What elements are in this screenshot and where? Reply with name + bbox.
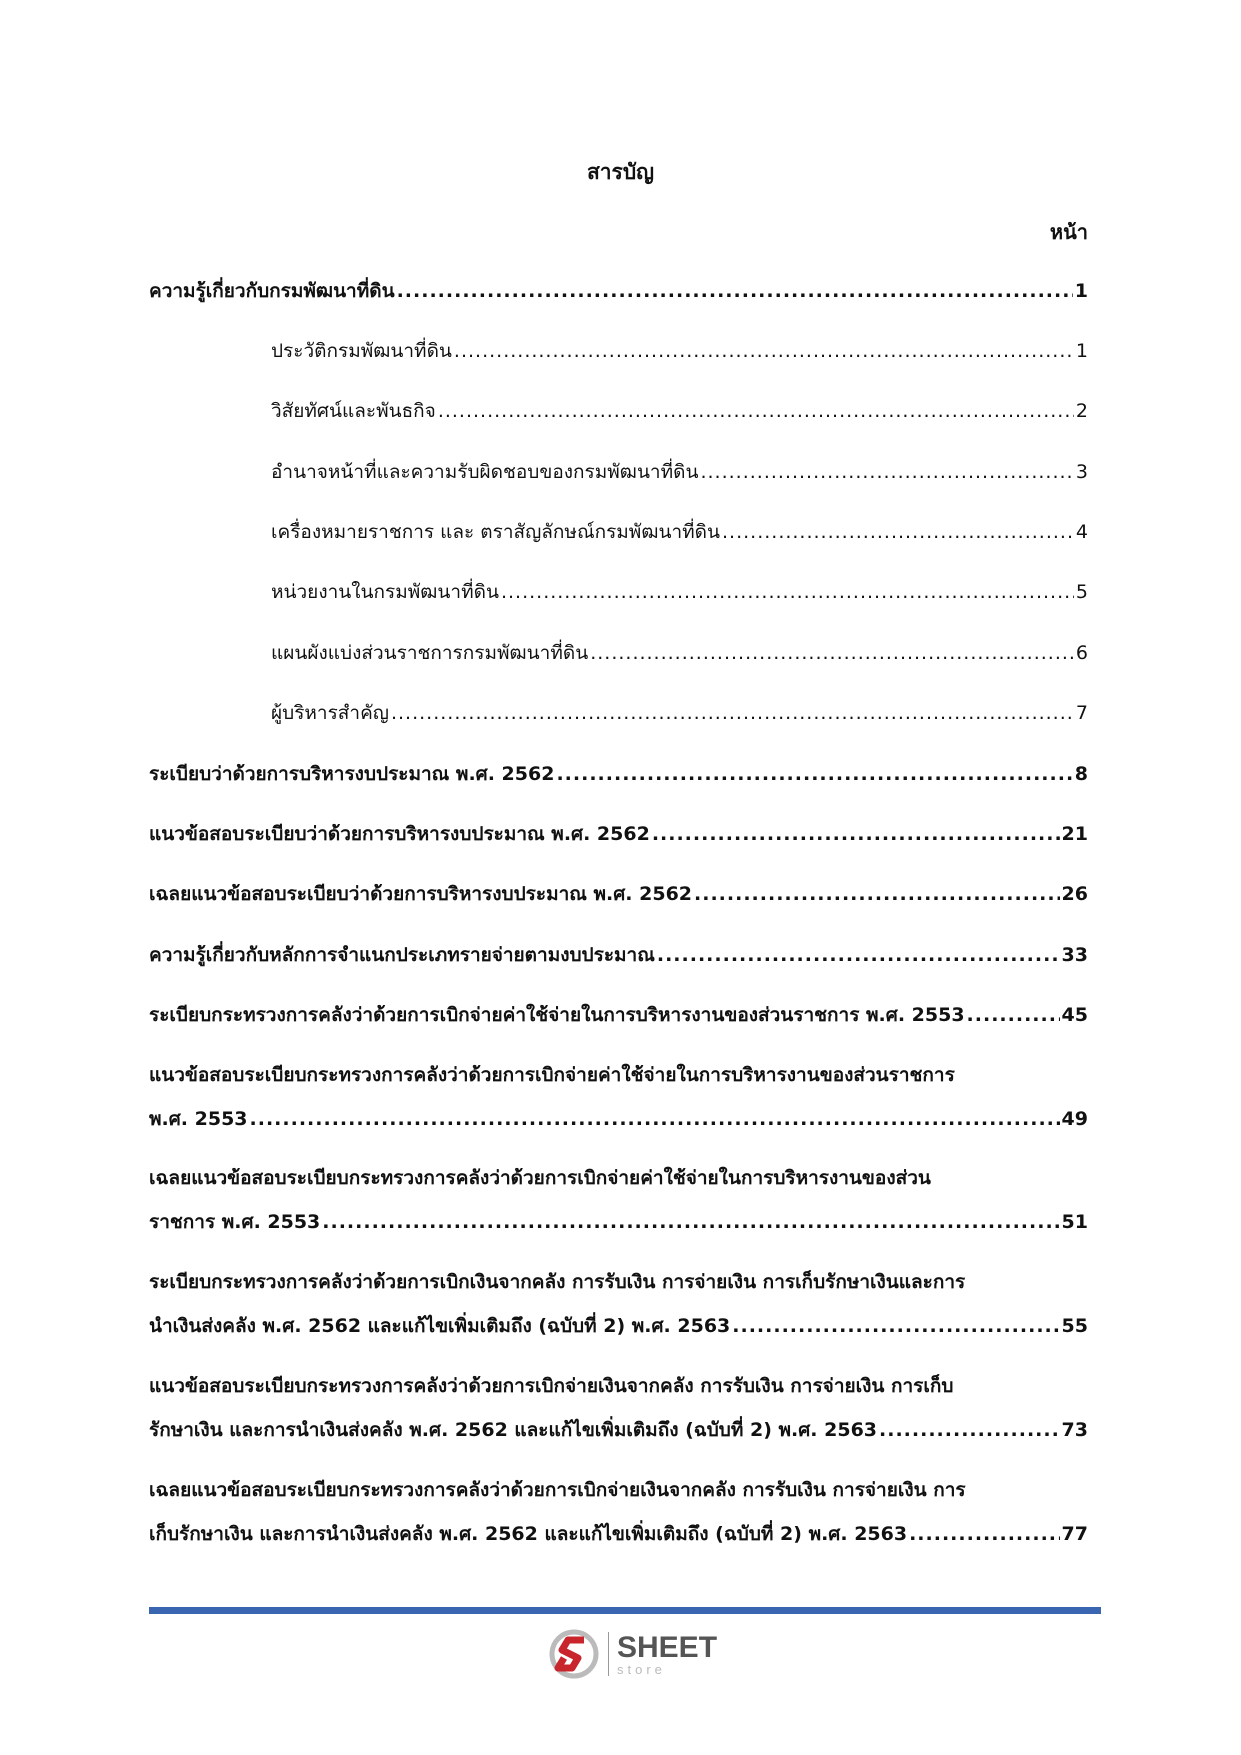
toc-subentry[interactable] xyxy=(271,396,1088,426)
toc-entry[interactable] xyxy=(149,1519,1088,1549)
toc-entry-text: พ.ศ. 2553 xyxy=(149,1108,248,1130)
dot-leader xyxy=(722,517,1074,547)
toc-entry-text: ระเบียบว่าด้วยการบริหารงบประมาณ พ.ศ. 2562 xyxy=(149,763,555,785)
toc-page-number: 7 xyxy=(1075,702,1088,724)
toc-entry-text: นำเงินส่งคลัง พ.ศ. 2562 และแก้ไขเพิ่มเติมถึง (ฉบับที่ 2) พ.ศ. 2563 xyxy=(149,1315,731,1337)
page-column-header: หน้า xyxy=(1049,220,1088,244)
toc-entry-text: ระเบียบกระทรวงการคลังว่าด้วยการเบิกจ่ายค่าใช้จ่ายในการบริหารงานของส่วนราชการ พ.ศ. 2553 xyxy=(149,1004,965,1026)
dot-leader xyxy=(322,1207,1059,1237)
toc-entry-text: ประวัติกรมพัฒนาที่ดิน xyxy=(271,340,452,362)
toc-page-number: 5 xyxy=(1075,581,1088,603)
footer-rule xyxy=(149,1607,1101,1614)
toc-entry-line1[interactable] xyxy=(149,1371,1088,1401)
toc-page-number: 1 xyxy=(1075,340,1088,362)
toc-page-number: 4 xyxy=(1075,521,1088,543)
toc-subentry[interactable] xyxy=(271,577,1088,607)
toc-page-number: 73 xyxy=(1061,1419,1088,1441)
toc-entry-text: ผู้บริหารสำคัญ xyxy=(271,702,389,724)
dot-leader xyxy=(657,940,1060,970)
toc-entry[interactable] xyxy=(149,1000,1088,1030)
toc-page-number: 55 xyxy=(1061,1315,1088,1337)
toc-entry-line1[interactable] xyxy=(149,1267,1088,1297)
toc-page-number: 21 xyxy=(1061,823,1088,845)
dot-leader xyxy=(732,1311,1059,1341)
toc-page-number: 51 xyxy=(1061,1211,1088,1233)
logo-text: SHEET xyxy=(617,1630,718,1664)
dot-leader xyxy=(556,759,1072,789)
toc-page-number: 2 xyxy=(1075,400,1088,422)
toc-entry-text: ราชการ พ.ศ. 2553 xyxy=(149,1211,321,1233)
toc-entry[interactable] xyxy=(149,1311,1088,1341)
toc-page-number: 26 xyxy=(1061,883,1088,905)
logo-subtext: store xyxy=(617,1661,666,1677)
toc-entry-text: ระเบียบกระทรวงการคลังว่าด้วยการเบิกเงินจากคลัง การรับเงิน การจ่ายเงิน การเก็บรักษาเงินและการ xyxy=(149,1271,966,1293)
toc-page-number: 1 xyxy=(1074,280,1088,302)
toc-entry-text: แนวข้อสอบระเบียบกระทรวงการคลังว่าด้วยการเบิกจ่ายเงินจากคลัง การรับเงิน การจ่ายเงิน การเก็บ xyxy=(149,1375,954,1397)
toc-subentry[interactable] xyxy=(271,336,1088,366)
toc-entry[interactable] xyxy=(149,940,1088,970)
dot-leader xyxy=(501,577,1074,607)
toc-subentry[interactable] xyxy=(271,638,1088,668)
logo-divider xyxy=(608,1632,609,1676)
toc-subentry[interactable] xyxy=(271,457,1088,487)
toc-entry-text: แนวข้อสอบระเบียบกระทรวงการคลังว่าด้วยการเบิกจ่ายค่าใช้จ่ายในการบริหารงานของส่วนราชการ xyxy=(149,1064,955,1086)
toc-entry-line1[interactable] xyxy=(149,1475,1088,1505)
toc-page-number: 8 xyxy=(1074,763,1088,785)
toc-entry[interactable] xyxy=(149,759,1088,789)
toc-entry[interactable] xyxy=(149,276,1088,306)
toc-entry-line1[interactable] xyxy=(149,1163,1088,1193)
dot-leader xyxy=(391,698,1074,728)
toc-entry-text: เก็บรักษาเงิน และการนำเงินส่งคลัง พ.ศ. 2562 และแก้ไขเพิ่มเติมถึง (ฉบับที่ 2) พ.ศ. 2563 xyxy=(149,1523,908,1545)
toc-entry[interactable] xyxy=(149,1207,1088,1237)
toc-entry-text: เฉลยแนวข้อสอบระเบียบกระทรวงการคลังว่าด้วยการเบิกจ่ายค่าใช้จ่ายในการบริหารงานของส่วน xyxy=(149,1167,931,1189)
toc-entry-text: วิสัยทัศน์และพันธกิจ xyxy=(271,400,436,422)
toc-page-number: 49 xyxy=(1061,1108,1088,1130)
toc-entry-text: แนวข้อสอบระเบียบว่าด้วยการบริหารงบประมาณ พ.ศ. 2562 xyxy=(149,823,650,845)
toc-title: สารบัญ xyxy=(586,160,655,184)
toc-entry-text: ความรู้เกี่ยวกับหลักการจำแนกประเภทรายจ่ายตามงบประมาณ xyxy=(149,944,655,966)
dot-leader xyxy=(694,879,1060,909)
toc-entry-text: ความรู้เกี่ยวกับกรมพัฒนาที่ดิน xyxy=(149,280,395,302)
toc-entry[interactable] xyxy=(149,879,1088,909)
toc-entry-line1[interactable] xyxy=(149,1060,1088,1090)
dot-leader xyxy=(652,819,1060,849)
sheet-store-logo xyxy=(548,1628,717,1680)
toc-page-number: 3 xyxy=(1075,461,1088,483)
toc-entry-text: เฉลยแนวข้อสอบระเบียบกระทรวงการคลังว่าด้วยการเบิกจ่ายเงินจากคลัง การรับเงิน การจ่ายเงิน การ xyxy=(149,1479,966,1501)
toc-entry-text: เครื่องหมายราชการ และ ตราสัญลักษณ์กรมพัฒนาที่ดิน xyxy=(271,521,720,543)
toc-page-number: 77 xyxy=(1061,1523,1088,1545)
toc-page-number: 33 xyxy=(1061,944,1088,966)
toc-page-number: 45 xyxy=(1061,1004,1088,1026)
toc-entry-text: หน่วยงานในกรมพัฒนาที่ดิน xyxy=(271,581,499,603)
dot-leader xyxy=(454,336,1074,366)
toc-page-number: 6 xyxy=(1075,642,1088,664)
toc-entry-text: รักษาเงิน และการนำเงินส่งคลัง พ.ศ. 2562 และแก้ไขเพิ่มเติมถึง (ฉบับที่ 2) พ.ศ. 2563 xyxy=(149,1419,878,1441)
dot-leader xyxy=(879,1415,1060,1445)
toc-entry[interactable] xyxy=(149,1415,1088,1445)
dot-leader xyxy=(590,638,1074,668)
toc-entry-text: แผนผังแบ่งส่วนราชการกรมพัฒนาที่ดิน xyxy=(271,642,589,664)
toc-entry-text: เฉลยแนวข้อสอบระเบียบว่าด้วยการบริหารงบประมาณ พ.ศ. 2562 xyxy=(149,883,693,905)
toc-subentry[interactable] xyxy=(271,517,1088,547)
toc-entry-text: อำนาจหน้าที่และความรับผิดชอบของกรมพัฒนาที่ดิน xyxy=(271,461,699,483)
dot-leader xyxy=(397,276,1073,306)
toc-subentry[interactable] xyxy=(271,698,1088,728)
toc-entry[interactable] xyxy=(149,819,1088,849)
dot-leader xyxy=(700,457,1073,487)
dot-leader xyxy=(250,1104,1060,1134)
dot-leader xyxy=(967,1000,1060,1030)
sheet-store-logo-icon xyxy=(548,1628,600,1680)
toc-entry[interactable] xyxy=(149,1104,1088,1134)
dot-leader xyxy=(438,396,1074,426)
dot-leader xyxy=(909,1519,1059,1549)
